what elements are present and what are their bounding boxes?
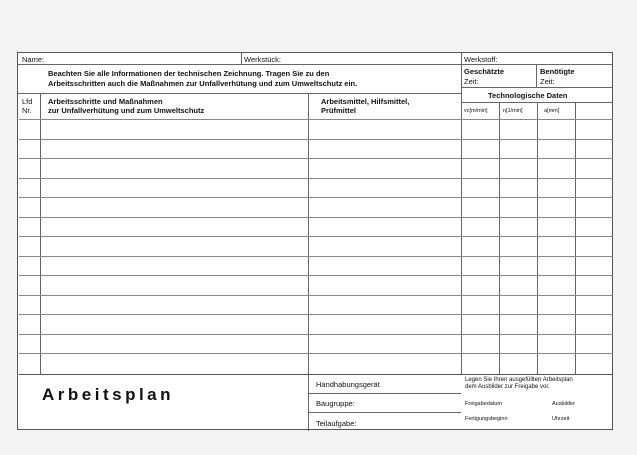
table-row xyxy=(19,374,613,375)
a-header: a[mm] xyxy=(544,108,560,114)
divider xyxy=(461,87,612,88)
uhrzeit-label: Uhrzeit xyxy=(552,416,570,422)
divider xyxy=(308,393,461,394)
table-row xyxy=(19,217,613,218)
benoetigte-zeit-label: Zeit: xyxy=(540,77,555,86)
baugruppe-label: Baugruppe: xyxy=(316,399,355,408)
table-row xyxy=(19,334,613,335)
table-row xyxy=(19,353,613,354)
divider xyxy=(18,64,612,65)
freigabedatum-label: Freigabedatum xyxy=(465,401,502,407)
steps-header-2: zur Unfallverhütung und zum Umweltschutz xyxy=(48,106,205,115)
nr-label: Nr. xyxy=(22,106,32,115)
handhabung-label: Handhabungsgerät xyxy=(316,380,380,389)
table-row xyxy=(19,256,613,257)
steps-header-1: Arbeitsschritte und Maßnahmen xyxy=(48,97,163,106)
n-header: n[1/min] xyxy=(503,108,523,114)
arbeitsplan-form xyxy=(17,52,613,430)
instruction-line-1: Beachten Sie alle Informationen der technischen Zeichnung. Tragen Sie zu den xyxy=(48,69,330,78)
table-row xyxy=(19,139,613,140)
table-row xyxy=(19,295,613,296)
geschaetzte-zeit-label: Zeit: xyxy=(464,77,479,86)
tools-header-1: Arbeitsmittel, Hilfsmittel, xyxy=(321,97,410,106)
vc-header: vc[m/min] xyxy=(464,108,488,114)
note-line-1: Legen Sie Ihren ausgefüllten Arbeitsplan xyxy=(465,377,573,383)
table-row xyxy=(19,236,613,237)
note-line-2: dem Ausbilder zur Freigabe vor. xyxy=(465,384,550,390)
ausbilder-label: Ausbilder xyxy=(552,401,575,407)
table-row xyxy=(19,314,613,315)
table-row xyxy=(19,158,613,159)
tools-header-2: Prüfmittel xyxy=(321,106,357,115)
werkstueck-label: Werkstück: xyxy=(244,55,281,64)
divider xyxy=(241,53,242,64)
table-row xyxy=(19,197,613,198)
tech-data-header: Technologische Daten xyxy=(488,91,568,100)
teilaufgabe-label: Teilaufgabe: xyxy=(316,419,357,428)
table-row xyxy=(19,178,613,179)
divider xyxy=(40,93,41,374)
form-title: Arbeitsplan xyxy=(42,385,175,404)
divider xyxy=(536,64,537,87)
geschaetzte-label: Geschätzte xyxy=(464,67,505,76)
name-label: Name: xyxy=(22,55,45,64)
table-row xyxy=(19,275,613,276)
lfd-label: Lfd xyxy=(22,97,33,106)
table-row xyxy=(19,119,613,120)
werkstoff-label: Werkstoff: xyxy=(464,55,498,64)
benoetigte-label: Benötigte xyxy=(540,67,575,76)
instruction-line-2: Arbeitsschritten auch die Maßnahmen zur Unfallverhütung und zum Umweltschutz ein. xyxy=(48,79,358,88)
divider xyxy=(308,412,461,413)
divider xyxy=(308,93,309,431)
divider xyxy=(18,93,461,94)
fertigungsbeginn-label: Fertigungsbeginn xyxy=(465,416,508,422)
